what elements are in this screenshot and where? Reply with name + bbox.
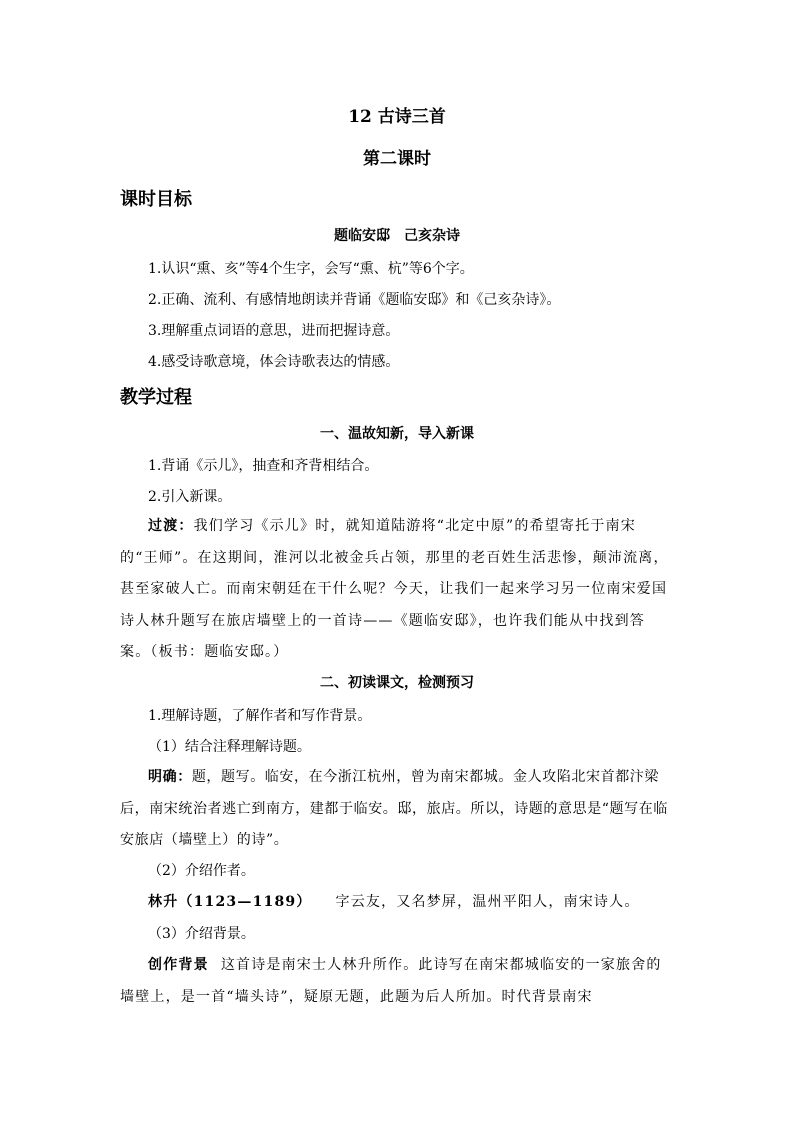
transition-paragraph (120, 511, 674, 669)
background-paragraph (120, 950, 674, 1013)
part2-sub-2: （2）介绍作者。 (148, 863, 255, 879)
lesson-title: 12 古诗三首 (348, 107, 446, 127)
goals-heading: 课时目标 (120, 189, 192, 210)
part2-heading: 二、初读课文，检测预习 (320, 675, 474, 691)
background-label: 创作背景 (148, 957, 209, 973)
part2-item-1: 1.理解诗题，了解作者和写作背景。 (148, 708, 372, 724)
part2-sub-3: （3）介绍背景。 (148, 926, 255, 942)
background-text: 这首诗是南宋士人林升所作。此诗写在南宋都城临安的一家旅舍的墙壁上，是一首“墙头诗”，疑原无题，此题为后人所加。时代背景南宋 (120, 957, 662, 1005)
author-text: 字云友，又名梦屏，温州平阳人，南宋诗人。 (335, 894, 640, 910)
process-heading: 教学过程 (120, 387, 192, 408)
part2-sub-1: （1）结合注释理解诗题。 (148, 739, 311, 755)
part1-item-1: 1.背诵《示儿》，抽查和齐背相结合。 (148, 458, 379, 474)
part1-item-2: 2.引入新课。 (148, 489, 232, 505)
goal-item-2: 2.正确、流利、有感情地朗读并背诵《题临安邸》和《己亥杂诗》。 (148, 292, 561, 308)
author-line (148, 892, 640, 912)
transition-text: 我们学习《示儿》时，就知道陆游将“北定中原”的希望寄托于南宋的“王师”。在这期间，淮河以北被金兵占领，那里的老百姓生活悲惨，颠沛流离，甚至家破人亡。而南宋朝廷在干什么呢？今天，让我们一起来学习另一位南宋爱国诗人林升题写在旅店墙壁上的一首诗——《题临安邸》，也许我们能从中找到答案。（板书：题临安邸。） (120, 518, 669, 660)
part1-heading: 一、温故知新，导入新课 (320, 426, 474, 442)
clarify-paragraph (120, 762, 674, 857)
goal-item-1: 1.认识“熏、亥”等4个生字，会写“熏、杭”等6个字。 (148, 261, 474, 277)
goal-item-3: 3.理解重点词语的意思，进而把握诗意。 (148, 323, 400, 339)
goal-item-4: 4.感受诗歌意境，体会诗歌表达的情感。 (148, 354, 400, 370)
clarify-label: 明确： (148, 769, 192, 785)
transition-label: 过渡： (148, 518, 194, 534)
lesson-subtitle: 第二课时 (363, 149, 431, 169)
poem-titles: 题临安邸 己亥杂诗 (334, 228, 460, 244)
clarify-text: 题，题写。临安，在今浙江杭州，曾为南宋都城。金人攻陷北宋首都汴梁后，南宋统治者逃亡到南方，建都于临安。邸，旅店。所以，诗题的意思是“题写在临安旅店（墙壁上）的诗”。 (120, 769, 668, 848)
author-label: 林升（1123—1189） (148, 894, 312, 910)
